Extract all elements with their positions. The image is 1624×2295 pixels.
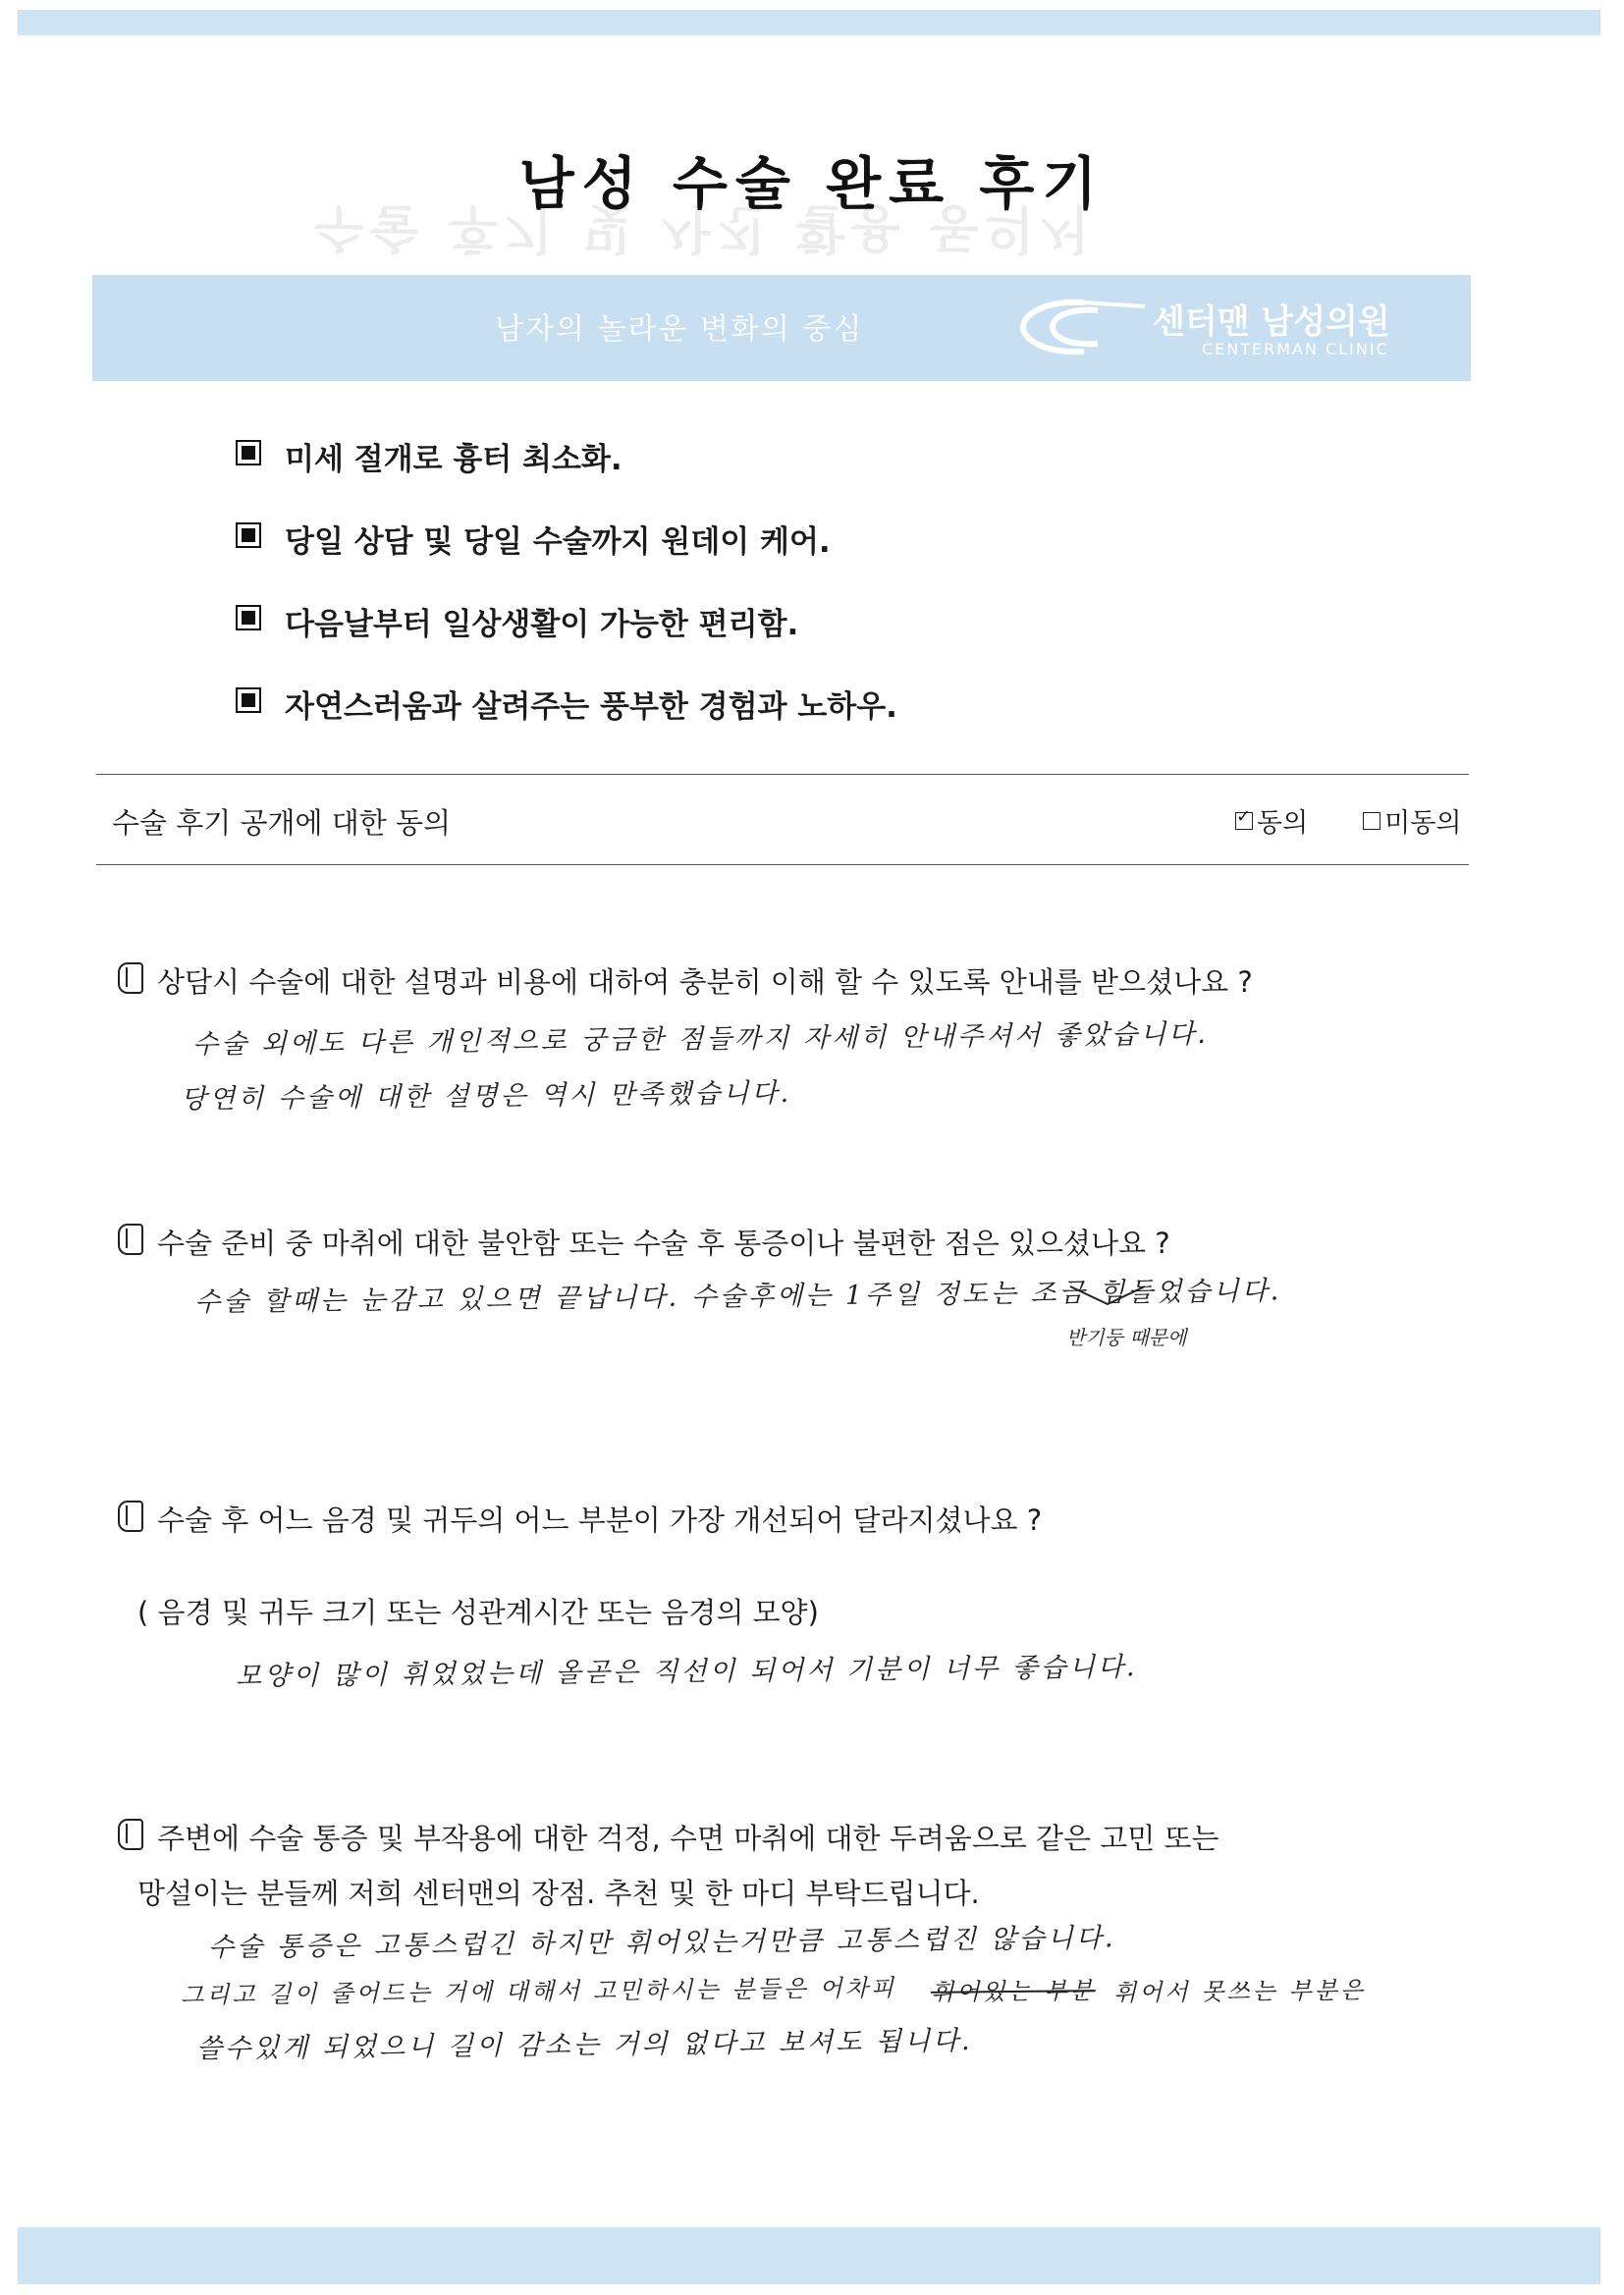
- answer-line: 그리고 길이 줄어드는 거에 대해서 고민하시는 분들은 어차피: [180, 1974, 897, 2009]
- answer-line: 쓸수있게 되었으니 길이 감소는 거의 없다고 보셔도 됩니다.: [195, 2025, 973, 2065]
- divider: [96, 864, 1469, 865]
- question-text: 수술 준비 중 마취에 대한 불안함 또는 수술 후 통증이나 불편한 점은 있으셨나요 ?: [157, 1227, 1170, 1260]
- answer-struck-text: 휘어있는 부분: [930, 1977, 1096, 2006]
- question-text: 수술 후 어느 음경 및 귀두의 어느 부분이 가장 개선되어 달라지셨나요 ?: [157, 1503, 1043, 1537]
- consent-disagree-label: 미동의: [1384, 808, 1462, 839]
- feature-text: 당일 상담 및 당일 수술까지 원데이 케어.: [285, 524, 831, 560]
- feature-text: 다음날부터 일상생활이 가능한 편리함.: [285, 607, 799, 642]
- feature-item: [236, 434, 897, 517]
- consent-agree-label: 동의: [1257, 808, 1309, 839]
- filled-square-bullet-icon: [236, 440, 261, 465]
- feature-text: 자연스러움과 살려주는 풍부한 경험과 노하우.: [285, 689, 897, 725]
- answer-insert-note: 반기둥 때문에: [1066, 1326, 1187, 1349]
- empty-box-icon[interactable]: [1363, 812, 1380, 830]
- filled-square-bullet-icon: [236, 605, 261, 630]
- answer-line: 모양이 많이 휘었었는데 올곧은 직선이 되어서 기분이 너무 좋습니다.: [235, 1652, 1138, 1692]
- checked-box-icon[interactable]: [1235, 812, 1253, 830]
- feature-item: [236, 517, 897, 599]
- divider: [96, 774, 1469, 775]
- answer-line: 수술 통증은 고통스럽긴 하지만 휘어있는거만큼 고통스럽진 않습니다.: [207, 1923, 1116, 1963]
- banner-slogan: 남자의 놀라운 변화의 중심: [495, 312, 864, 347]
- answer-line: 수술 할때는 눈감고 있으면 끝납니다. 수술후에는 1주일 정도는 조금 힘들었습니다.: [193, 1276, 1282, 1318]
- filled-square-bullet-icon: [236, 522, 261, 548]
- consent-agree-option[interactable]: [1235, 801, 1308, 840]
- question-marker-icon: [118, 1224, 143, 1255]
- answer-line: 당연히 수술에 대한 설명은 역시 만족했습니다.: [180, 1077, 792, 1116]
- answer-line: 수술 외에도 다른 개인적으로 궁금한 점들까지 자세히 안내주셔서 좋았습니다.: [191, 1018, 1210, 1061]
- top-color-band: [18, 10, 1600, 35]
- centerman-logo-icon: [1015, 295, 1153, 359]
- question-1: [118, 960, 1253, 1001]
- answer-line: 휘어서 못쓰는 부분은: [1112, 1976, 1367, 2007]
- bottom-color-band: [18, 2227, 1600, 2284]
- ghost-show-through-title: 수술 후기 및 사진 활용 동의서: [314, 198, 1096, 257]
- filled-square-bullet-icon: [236, 687, 261, 713]
- question-marker-icon: [118, 1501, 143, 1532]
- clinic-banner: [92, 275, 1471, 381]
- question-2: [118, 1222, 1170, 1262]
- question-3: [118, 1499, 1042, 1539]
- page-title: 남성 수술 완료 후기: [518, 150, 1106, 217]
- insertion-caret-mark: [1068, 1283, 1147, 1306]
- banner-clinic-name-en: CENTERMAN CLINIC: [1202, 340, 1389, 358]
- feature-item: [236, 682, 897, 764]
- consent-label: 수술 후기 공개에 대한 동의: [112, 806, 452, 840]
- feature-item: [236, 599, 897, 682]
- question-subtext: 망설이는 분들께 저희 센터맨의 장점. 추천 및 한 마디 부탁드립니다.: [137, 1877, 980, 1910]
- question-text: 상담시 수술에 대한 설명과 비용에 대하여 충분히 이해 할 수 있도록 안내를 받으셨나요 ?: [157, 965, 1253, 999]
- question-marker-icon: [118, 1819, 143, 1850]
- consent-options: [1235, 801, 1461, 840]
- consent-disagree-option[interactable]: [1363, 801, 1461, 840]
- feature-list: [236, 434, 897, 764]
- question-subtext: ( 음경 및 귀두 크기 또는 성관계시간 또는 음경의 모양): [137, 1596, 819, 1629]
- banner-clinic-name: 센터맨 남성의원: [1153, 302, 1390, 342]
- question-text: 주변에 수술 통증 및 부작용에 대한 걱정, 수면 마취에 대한 두려움으로 같은 고민 또는: [157, 1822, 1219, 1855]
- question-4: [118, 1817, 1219, 1857]
- feature-text: 미세 절개로 흉터 최소화.: [285, 442, 623, 477]
- question-marker-icon: [118, 962, 143, 994]
